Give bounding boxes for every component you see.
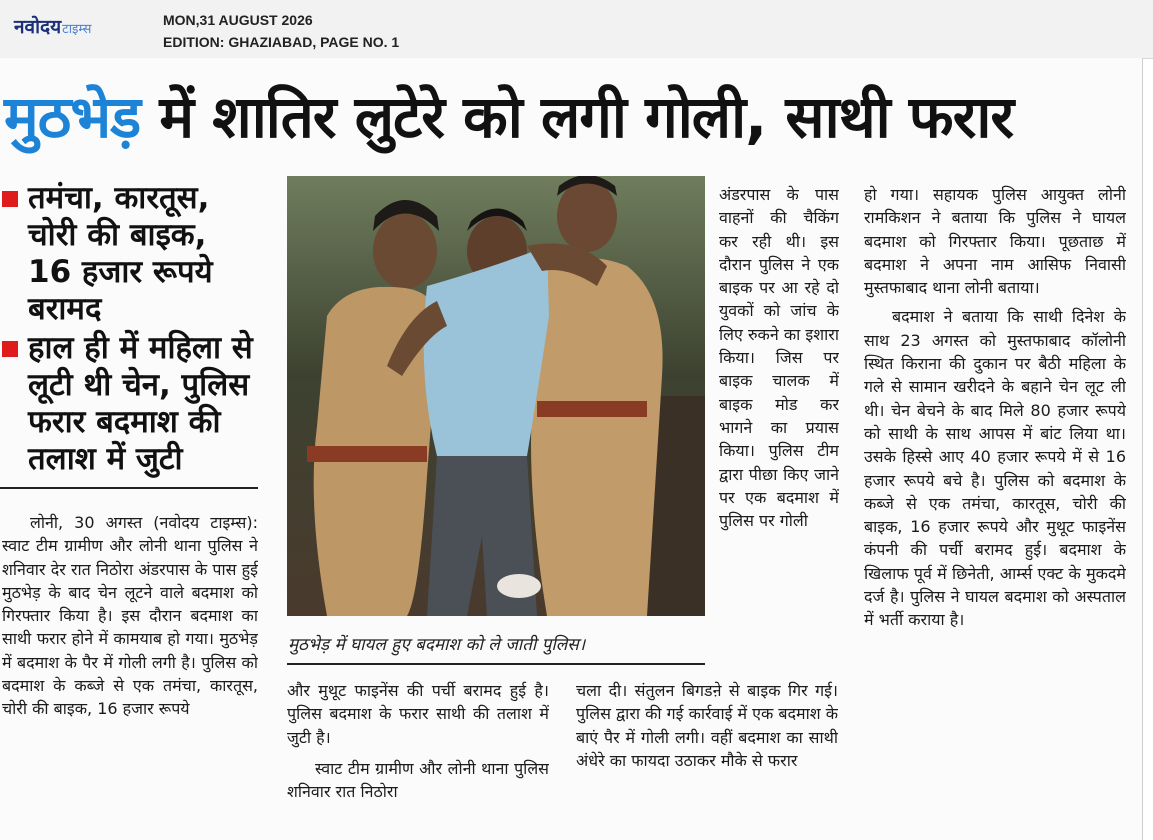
page-title	[4, 80, 1144, 154]
highlight-text: तमंचा, कारतूस, चोरी की बाइक, 16 हजार रूपये बरामद	[28, 180, 213, 327]
article-column-3	[719, 183, 839, 673]
edition-date: MON,31 AUGUST 2026	[163, 12, 313, 28]
photo-caption: मुठभेड़ में घायल हुए बदमाश को ले जाती पुलिस।	[288, 635, 586, 655]
edition-info	[163, 9, 399, 53]
article-column-3-continued	[576, 679, 838, 819]
article-paragraph: हो गया। सहायक पुलिस आयुक्त लोनी रामकिशन ने बताया कि पुलिस ने घायल बदमाश को गिरफ्तार किया। पूछताछ में बदमाश ने अपना नाम आसिफ निवासी मुस्तफाबाद थाना लोनी बताया।	[864, 185, 1126, 298]
edition-page: EDITION: GHAZIABAD, PAGE NO. 1	[163, 34, 400, 50]
highlight-item	[2, 330, 257, 478]
divider	[287, 663, 705, 665]
article-column-1	[2, 511, 258, 814]
highlight-item	[2, 180, 257, 328]
logo-main: नवोदय	[14, 16, 62, 38]
bullet-square-icon	[2, 191, 18, 207]
highlight-text: हाल ही में महिला से लूटी थी चेन, पुलिस फरार बदमाश की तलाश में जुटी	[28, 330, 253, 477]
article-paragraph: लोनी, 30 अगस्त (नवोदय टाइम्स): स्वाट टीम ग्रामीण और लोनी थाना पुलिस ने शनिवार देर रात निठोरा अंडरपास के पास हुई मुठभेड़ के बाद चेन लूटने वाले बदमाश को गिरफ्तार किया है। इस दौरान बदमाश का साथी फरार होने में कामयाब हो गया। मुठभेड़ में बदमाश के पैर में गोली लगी है। पुलिस को बदमाश के कब्जे से एक तमंचा, कारतूस, चोरी की बाइक, 16 हजार रूपये	[2, 513, 258, 719]
newspaper-logo	[14, 13, 91, 39]
article-paragraph: बदमाश ने बताया कि साथी दिनेश के साथ 23 अगस्त को मुस्तफाबाद कॉलोनी स्थित किराना की दुकान पर बैठी महिला के गले से सामान खरीदने के बहाने चेन लूट ली थी। चेन बेचने के बाद मिले 80 हजार रूपये को साथी के साथ आपस में बांट लिया था। उसके हिस्से आए 40 हजार रूपये में से 16 हजार रूपये बचे है। पुलिस को बदमाश के कब्जे से एक तमंचा, कारतूस, चोरी की बाइक, 16 हजार रूपये और मुथूट फाइनेंस कंपनी की पर्ची बरामद हुई। बदमाश के खिलाफ पूर्व में छिनेती, आर्म्स एक्ट के मुकदमे दर्ज है। पुलिस ने घायल बदमाश को अस्पताल में भर्ती कराया है।	[864, 307, 1126, 630]
photo-police-escorting-injured-man	[287, 176, 705, 616]
news-photo	[287, 176, 705, 616]
logo-sub: टाइम्स	[62, 22, 92, 37]
bullet-square-icon	[2, 341, 18, 357]
article-paragraph: और मुथूट फाइनेंस की पर्ची बरामद हुई है। पुलिस बदमाश के फरार साथी की तलाश में जुटी है।	[287, 681, 549, 747]
story-highlights	[2, 180, 257, 480]
headline-rest: में शातिर लुटेरे को लगी गोली, साथी फरार	[140, 83, 1014, 151]
page-header-bar	[0, 0, 1153, 59]
headline-highlight: मुठभेड़	[4, 83, 141, 151]
article-paragraph: स्वाट टीम ग्रामीण और लोनी थाना पुलिस शनिवार रात निठोरा	[287, 758, 549, 802]
divider	[0, 487, 258, 489]
article-paragraph: अंडरपास के पास वाहनों की चैकिंग कर रही थी। इस दौरान पुलिस ने एक बाइक पर आ रहे दो युवकों को जांच के लिए रुकने का इशारा किया। जिस पर बाइक चालक में बाइक मोड कर भागने का प्रयास किया। पुलिस टीम द्वारा पीछा किए जाने पर एक बदमाश में पुलिस पर गोली	[719, 185, 839, 531]
article-paragraph: चला दी। संतुलन बिगडऩे से बाइक गिर गई। पुलिस द्वारा की गई कार्रवाई में एक बदमाश के बाएं पैर में गोली लगी। वहीं बदमाश का साथी अंधेरे का फायदा उठाकर मौके से फरार	[576, 681, 838, 770]
article-column-4	[864, 183, 1126, 823]
article-column-2	[287, 679, 549, 819]
